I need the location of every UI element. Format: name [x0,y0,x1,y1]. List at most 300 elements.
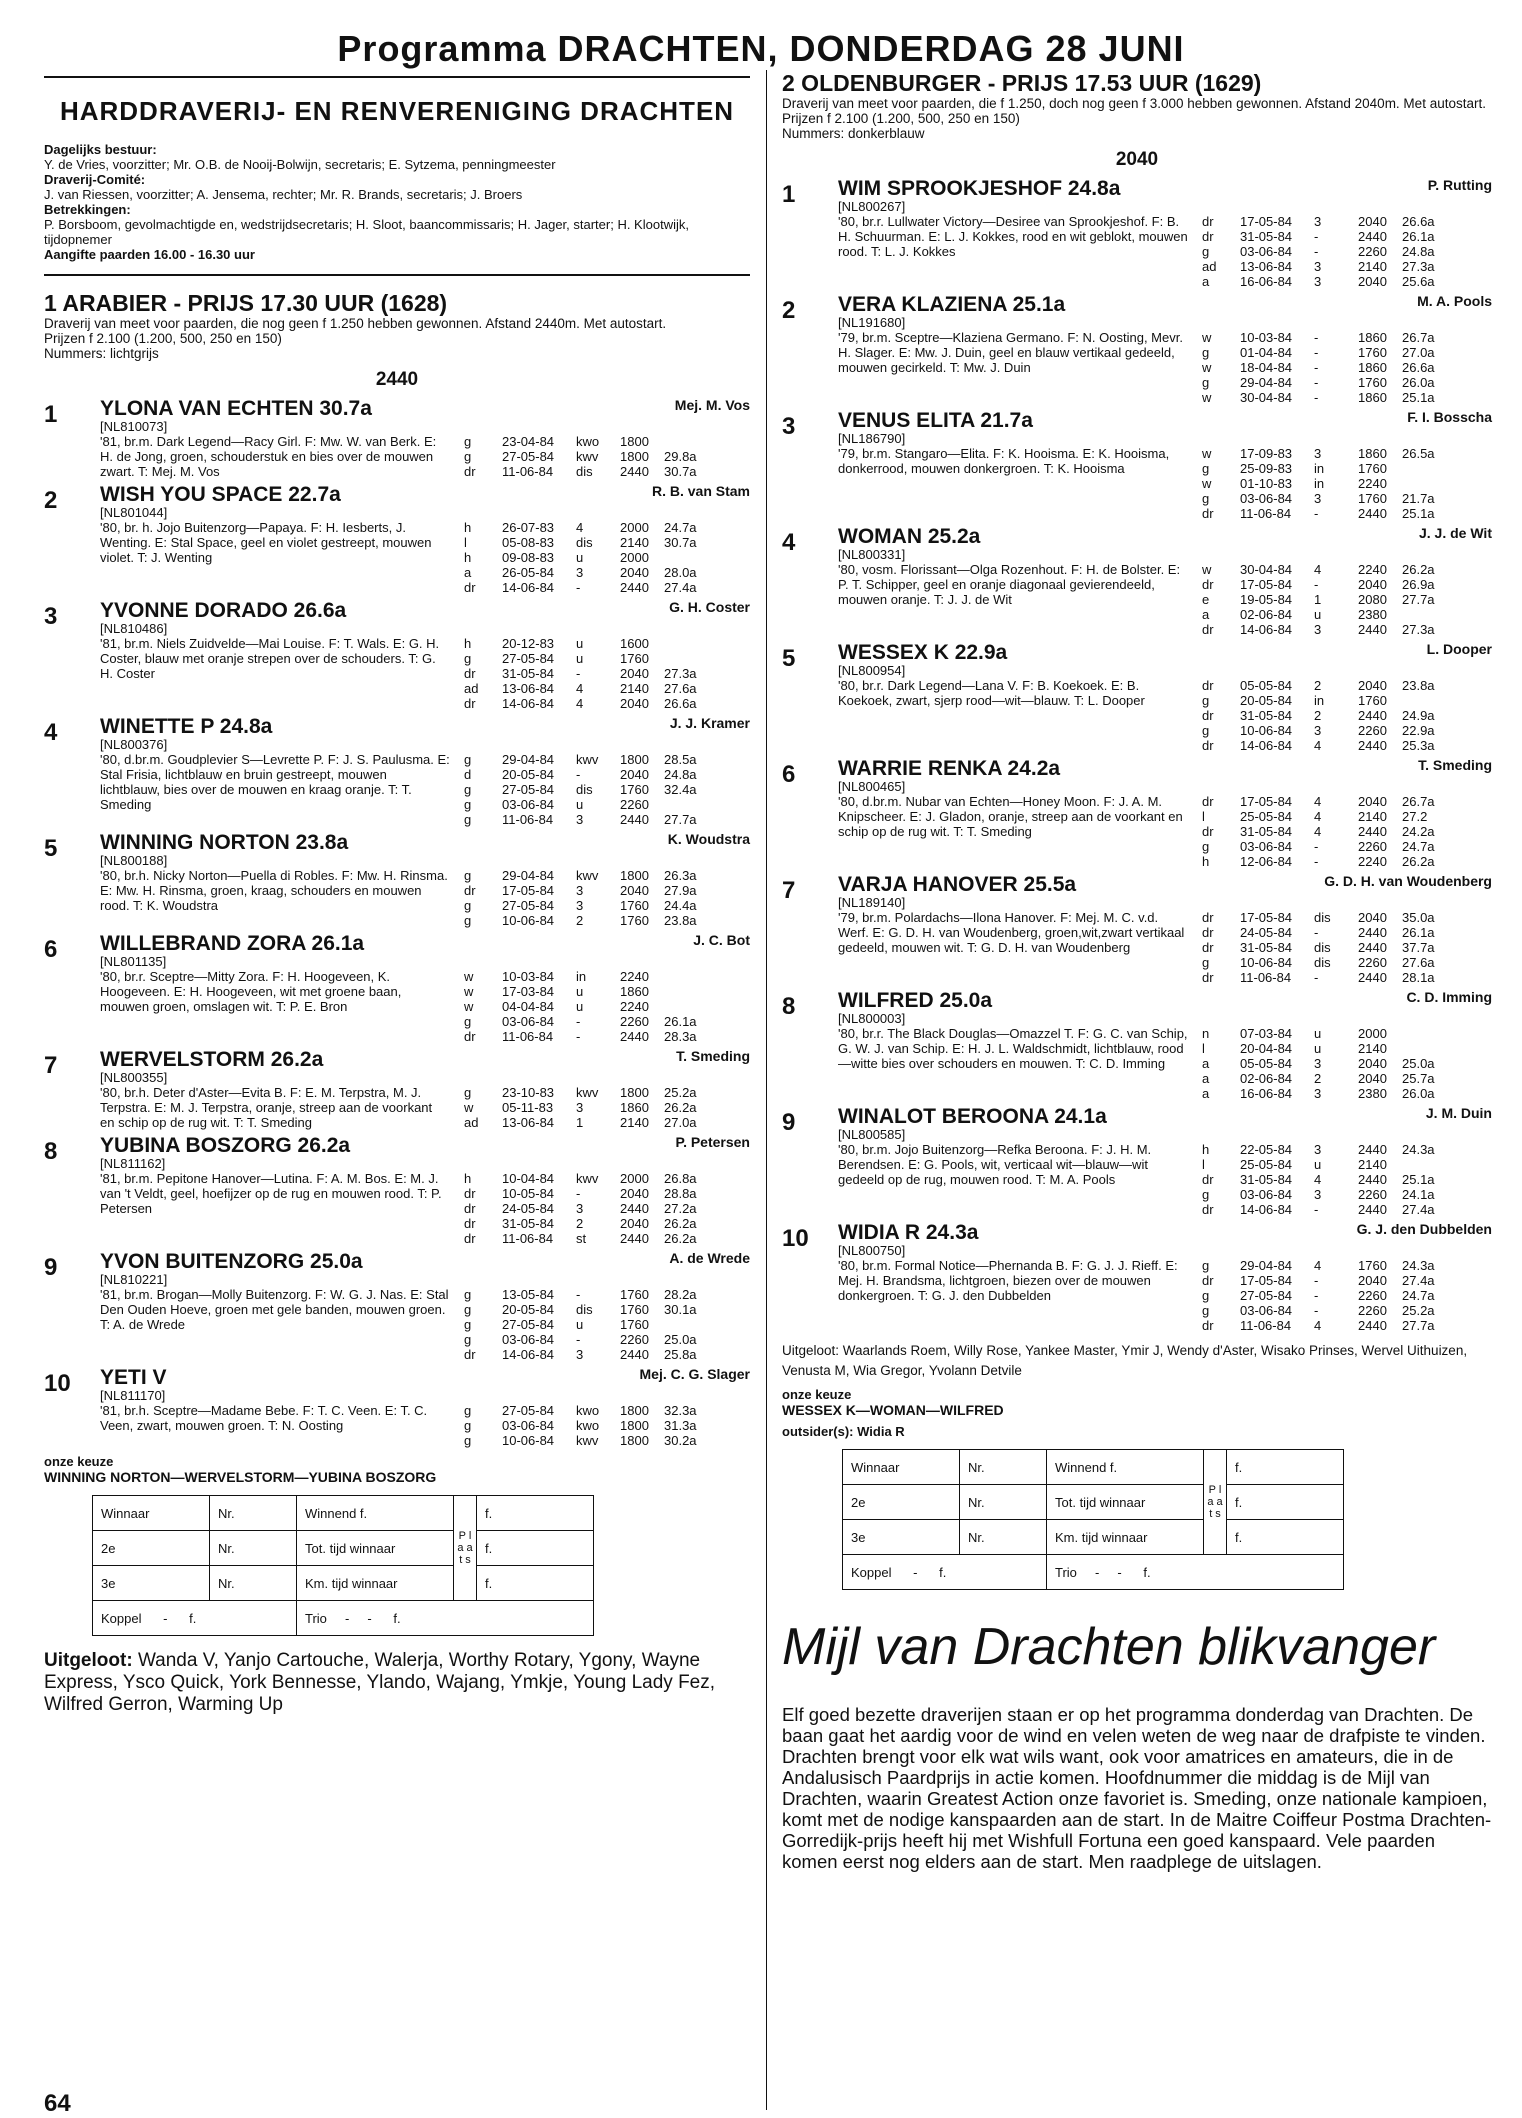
bet-winnaar: Winnaar [93,1496,210,1531]
form-time: 26.6a [1402,214,1435,229]
form-place: 3 [576,565,584,580]
form-track: dr [464,580,476,595]
horse-driver: P. Rutting [1427,177,1492,193]
horse-number: 1 [782,181,796,208]
form-track: dr [1202,1318,1214,1333]
form-row [1202,622,1446,637]
bet-f: f. [477,1496,594,1531]
form-distance: 2440 [1358,1172,1387,1187]
horse-body [100,397,750,479]
form-distance: 1760 [1358,345,1387,360]
horse-number: 4 [44,719,58,746]
form-date: 03-06-84 [1240,491,1293,506]
form-place: 4 [576,681,584,696]
form-time: 28.0a [664,565,697,580]
form-distance: 2440 [1358,1202,1387,1217]
form-date: 29-04-84 [1240,375,1293,390]
form-place: - [1314,854,1319,869]
form-track: l [1202,1157,1205,1172]
horse-id: [NL191680] [838,315,906,330]
form-row [464,969,708,984]
form-row [464,1418,708,1433]
form-track: dr [464,1216,476,1231]
form-track: g [464,898,472,913]
race1-keuze-label: onze keuze [44,1454,114,1469]
form-time: 24.1a [1402,1187,1435,1202]
form-track: d [464,767,472,782]
horse-number: 5 [44,835,58,862]
form-place: - [1314,345,1319,360]
form-place: u [1314,607,1322,622]
form-time: 25.3a [1402,738,1435,753]
horse-driver: Mej. M. Vos [674,397,750,413]
form-date: 29-04-84 [502,752,555,767]
form-date: 24-05-84 [502,1201,555,1216]
form-date: 12-06-84 [1240,854,1293,869]
horse-entry [782,989,1492,1101]
horse-body [100,1048,750,1130]
horse-form [464,969,708,1044]
form-place: - [1314,1288,1319,1303]
form-date: 14-06-84 [1240,738,1293,753]
horse-description: '80, br.r. Lullwater Victory—Desiree van Sprookjeshof. F: B. H. Schuurman. E: L. J. Kokkes, rood en wit geblokt, mouwen rood. T: L. J. Kokkes [838,214,1188,259]
form-date: 19-05-84 [1240,592,1293,607]
form-place: - [1314,839,1319,854]
horse-driver: L. Dooper [1426,641,1492,657]
form-time: 37.7a [1402,940,1435,955]
form-place: - [576,767,581,782]
form-track: g [464,1433,472,1448]
form-track: dr [464,1201,476,1216]
form-place: - [576,1186,581,1201]
form-time: 27.9a [664,883,697,898]
form-time: 26.6a [664,696,697,711]
form-place: 3 [1314,1056,1322,1071]
form-time: 28.5a [664,752,697,767]
form-date: 16-06-84 [1240,274,1293,289]
horse-details [838,562,1492,637]
form-distance: 1760 [620,1302,649,1317]
form-row [464,1115,708,1130]
form-place: 3 [1314,259,1322,274]
form-place: - [1314,506,1319,521]
form-place: - [1314,390,1319,405]
form-time: 27.3a [1402,259,1435,274]
column-divider [766,70,767,2110]
form-distance: 1800 [620,1433,649,1448]
horse-name: YVON BUITENZORG 25.0a [100,1250,363,1273]
form-time: 26.2a [1402,854,1435,869]
horse-body [100,715,750,827]
form-time [664,550,708,565]
form-date: 31-05-84 [1240,1172,1293,1187]
form-place: - [1314,1303,1319,1318]
form-time [1402,1157,1446,1172]
form-track: w [1202,562,1212,577]
form-track: w [1202,330,1212,345]
horse-number: 7 [44,1052,58,1079]
horse-driver: C. D. Imming [1406,989,1492,1005]
form-row [1202,1288,1446,1303]
form-place: 2 [1314,1071,1322,1086]
form-place: 3 [1314,1187,1322,1202]
form-date: 30-04-84 [1240,562,1293,577]
bet-nr: Nr. [960,1485,1047,1520]
bet-koppel: Koppel [101,1610,142,1626]
form-row [1202,693,1446,708]
form-row [464,681,708,696]
form-date: 17-05-84 [502,883,555,898]
horse-details [100,1287,750,1362]
horse-description: '80, br.h. Deter d'Aster—Evita B. F: E. M. Terpstra, M. J. Terpstra. E: M. J. Terpstra, oranje, streep aan de voorkant en schip op de rug wit. T: T. Smeding [100,1085,433,1130]
form-date: 03-06-84 [502,797,555,812]
horse-number: 10 [44,1370,71,1397]
form-row [1202,854,1446,869]
horse-number: 2 [782,297,796,324]
form-place: st [576,1231,587,1246]
horse-details [838,1026,1492,1101]
form-distance: 1800 [620,434,649,449]
form-track: dr [1202,910,1214,925]
form-track: w [1202,476,1212,491]
form-row [464,1332,708,1347]
form-distance: 1600 [620,636,649,651]
article-body: Elf goed bezette draverijen staan er op het programma donderdag van Drachten. De baan gaat het aardig voor de wind en velen weten de weg naar de drafpiste te vinden. Drachten brengt voor elk wat wils want, ook voor amatrices en amateurs, die in de Andalusisch Paardprijs in actie komen. Hoofdnummer die middag is de Mijl van Drachten, waarin Greatest Action onze favoriet is. Smeding, onze nationale kampioen, komt met de nodige kanspaarden aan de start. In de Maitre Coiffeur Postma Drachten-Gorredijk-prijs heeft hij met Wishfull Fortuna een goed kanspaard. Vele paarden komen eerst nog elders aan de start. Men raadplege de uitslagen. [782,1704,1492,1872]
bet-f: f. [189,1610,197,1626]
form-time: 32.3a [664,1403,697,1418]
form-time: 30.1a [664,1302,697,1317]
form-track: dr [1202,1273,1214,1288]
form-row [1202,839,1446,854]
form-distance: 2440 [1358,940,1387,955]
form-place: 4 [1314,1172,1322,1187]
horse-details [100,434,750,479]
horse-description: '80, br.m. Formal Notice—Phernanda B. F: G. J. J. Rieff. E: Mej. H. Brandsma, lichtgroen, biezen over de mouwen donkergroen. T: G. J. den Dubbelden [838,1258,1178,1303]
form-row [1202,1041,1446,1056]
form-place: 3 [1314,1086,1322,1101]
form-date: 14-06-84 [502,580,555,595]
form-place: 3 [576,812,584,827]
horse-id: [NL810073] [100,419,168,434]
form-date: 27-05-84 [1240,1288,1293,1303]
form-distance: 2440 [1358,925,1387,940]
race2-colors: Nummers: donkerblauw [782,126,925,141]
form-row [464,984,708,999]
horse-details [100,520,750,595]
bet-dash: - [1117,1564,1122,1580]
horse-entry [44,599,750,711]
form-row [464,883,708,898]
form-track: dr [1202,970,1214,985]
form-track: dr [464,1231,476,1246]
form-row [1202,390,1446,405]
horse-entry [782,873,1492,985]
form-row [1202,925,1446,940]
horse-details [100,868,750,928]
form-row [1202,476,1446,491]
form-row [464,898,708,913]
form-date: 18-04-84 [1240,360,1293,375]
horse-driver: J. J. de Wit [1418,525,1492,541]
form-distance: 2260 [1358,839,1387,854]
form-row [1202,1258,1446,1273]
form-row [1202,562,1446,577]
form-date: 13-06-84 [502,681,555,696]
horse-number: 6 [44,936,58,963]
horse-description: '79, br.m. Sceptre—Klaziena Germano. F: N. Oosting, Mevr. H. Slager. E: Mw. J. Duin, geel en blauw vertikaal gedeeld, mouwen gecirkeld. T: Mw. J. Duin [838,330,1183,375]
form-place: dis [576,535,593,550]
form-time: 30.7a [664,464,697,479]
horse-name: WERVELSTORM 26.2a [100,1048,324,1071]
form-row [464,1403,708,1418]
horse-name: WINNING NORTON 23.8a [100,831,349,854]
form-date: 02-06-84 [1240,1071,1293,1086]
form-distance: 2140 [1358,259,1387,274]
form-place: in [1314,476,1325,491]
form-date: 23-04-84 [502,434,555,449]
horse-description: '81, br.h. Sceptre—Madame Bebe. F: T. C. Veen. E: T. C. Veen, zwart, mouwen groen. T: N. Oosting [100,1403,428,1433]
horse-driver: G. D. H. van Woudenberg [1324,873,1492,889]
form-date: 05-08-83 [502,535,555,550]
form-time: 24.7a [1402,839,1435,854]
bet-f: f. [1227,1520,1344,1555]
article-title: Mijl van Drachten blikvanger [782,1618,1436,1676]
horse-form [1202,678,1446,753]
form-row [464,1347,708,1362]
form-place: in [1314,693,1325,708]
form-date: 14-06-84 [1240,1202,1293,1217]
horse-name: YLONA VAN ECHTEN 30.7a [100,397,372,420]
form-place: dis [576,782,593,797]
form-date: 20-05-84 [502,1302,555,1317]
horse-body [100,483,750,595]
form-distance: 2440 [620,464,649,479]
bet-dash: - [344,1610,350,1626]
form-date: 05-11-83 [502,1100,554,1115]
bet-winnaar: Winnaar [843,1450,960,1485]
bet-dash: - [367,1610,372,1626]
form-time: 27.3a [664,666,697,681]
form-track: g [464,868,472,883]
form-place: u [576,797,584,812]
horse-description: '80, br. h. Jojo Buitenzorg—Papaya. F: H. Iesberts, J. Wenting. E: Stal Space, geel en violet gestreept, mouwen violet. T: J. Wenting [100,520,432,565]
horse-id: [NL800331] [838,547,906,562]
horse-form [1202,1142,1446,1217]
form-row [1202,330,1446,345]
form-place: 3 [1314,214,1322,229]
form-place: - [1314,375,1319,390]
form-date: 04-04-84 [502,999,555,1014]
form-place: 3 [1314,446,1322,461]
horse-details [100,636,750,711]
form-track: dr [1202,940,1214,955]
form-place: kwv [576,868,599,883]
form-place: kwv [576,1171,599,1186]
horse-name: WIM SPROOKJESHOF 24.8a [838,177,1121,200]
form-date: 20-05-84 [1240,693,1293,708]
form-place: 3 [1314,491,1322,506]
bet-tot-tijd: Tot. tijd winnaar [297,1531,454,1566]
form-track: g [1202,693,1210,708]
horse-name: VARJA HANOVER 25.5a [838,873,1077,896]
race1-distance: 2440 [375,369,419,390]
form-place: 3 [576,1201,584,1216]
form-track: g [464,1317,472,1332]
form-date: 03-06-84 [1240,1187,1293,1202]
form-row [464,782,708,797]
bet-dash: - [1094,1564,1100,1580]
form-time: 24.3a [1402,1258,1435,1273]
form-track: g [1202,1187,1210,1202]
horse-driver: K. Woudstra [667,831,750,847]
form-track: w [1202,360,1212,375]
form-row [1202,1202,1446,1217]
form-place: - [576,580,581,595]
horse-driver: T. Smeding [1418,757,1492,773]
horse-description: '80, br.r. Dark Legend—Lana V. F: B. Koekoek. E: B. Koekoek, zwart, sjerp rood—wit—blauw. T: L. Dooper [838,678,1145,708]
horse-description: '79, br.m. Stangaro—Elita. F: K. Hooisma. E: K. Hooisma, donkerrood, mouwen donkergroen. T: K. Hooisma [838,446,1170,476]
horse-description: '79, br.m. Polardachs—Ilona Hanover. F: Mej. M. C. v.d. Werf. E: G. D. H. van Woudenberg, groen,wit,zwart vertikaal gedeeld, mouwen wit. T: G. D. H. van Woudenberg [838,910,1185,955]
form-distance: 1860 [1358,360,1387,375]
form-track: a [1202,1056,1210,1071]
form-track: dr [464,883,476,898]
form-date: 14-06-84 [1240,622,1293,637]
form-row [464,636,708,651]
form-row [1202,910,1446,925]
form-distance: 2440 [1358,229,1387,244]
horse-id: [NL800585] [838,1127,906,1142]
form-time: 25.1a [1402,506,1435,521]
form-distance: 2240 [620,969,649,984]
form-place: - [576,666,581,681]
form-row [464,812,708,827]
form-row [464,580,708,595]
form-distance: 2260 [1358,955,1387,970]
form-date: 20-04-84 [1240,1041,1293,1056]
form-track: h [1202,1142,1210,1157]
form-distance: 1760 [1358,693,1387,708]
form-time: 27.4a [1402,1202,1435,1217]
form-date: 13-05-84 [502,1287,555,1302]
form-distance: 1860 [620,1100,649,1115]
form-date: 11-06-84 [502,812,554,827]
bet-koppel-cell [843,1555,1047,1590]
form-time: 26.0a [1402,375,1435,390]
form-time: 26.2a [1402,562,1435,577]
form-date: 03-06-84 [1240,1303,1293,1318]
form-track: g [1202,244,1210,259]
form-time: 27.2a [664,1201,697,1216]
form-date: 11-06-84 [502,1029,554,1044]
form-distance: 2440 [1358,738,1387,753]
form-track: a [1202,274,1210,289]
form-time: 32.4a [664,782,697,797]
horse-details [838,1142,1492,1217]
horse-entry [44,397,750,479]
form-distance: 2440 [1358,506,1387,521]
form-place: 3 [1314,622,1322,637]
form-distance: 2380 [1358,1086,1387,1101]
form-place: - [576,1332,581,1347]
form-distance: 2260 [620,797,649,812]
form-track: g [464,913,472,928]
form-row [1202,1142,1446,1157]
form-track: dr [1202,708,1214,723]
form-track: dr [1202,1202,1214,1217]
comite-label: Draverij-Comité: [44,172,146,187]
form-time: 26.5a [1402,446,1435,461]
form-distance: 2040 [620,696,649,711]
horse-entry [44,483,750,595]
form-time: 25.2a [664,1085,697,1100]
form-track: dr [464,1186,476,1201]
form-date: 11-06-84 [1240,1318,1292,1333]
form-place: 2 [1314,708,1322,723]
form-distance: 1860 [1358,390,1387,405]
horse-driver: G. J. den Dubbelden [1356,1221,1492,1237]
form-date: 10-03-84 [502,969,555,984]
horse-id: [NL800465] [838,779,906,794]
form-date: 27-05-84 [502,449,555,464]
form-row [1202,446,1446,461]
form-time: 27.3a [1402,622,1435,637]
form-distance: 2240 [1358,854,1387,869]
form-time: 27.6a [664,681,697,696]
form-place: dis [1314,940,1331,955]
form-place: - [1314,577,1319,592]
form-place: 3 [576,1347,584,1362]
form-distance: 2440 [620,1231,649,1246]
horse-body [100,599,750,711]
form-distance: 2440 [620,580,649,595]
form-track: g [1202,345,1210,360]
form-track: g [464,1287,472,1302]
form-row [1202,738,1446,753]
form-track: g [464,651,472,666]
form-row [1202,274,1446,289]
form-track: h [464,636,472,651]
race2-uitgeloot: Uitgeloot: Waarlands Roem, Willy Rose, Yankee Master, Ymir J, Wendy d'Aster, Wisako Prinses, Wervel Uithuizen, Venusta M, Wia Gregor, Yvolann Detvile [782,1343,1468,1378]
form-time: 27.4a [1402,1273,1435,1288]
form-time [664,1317,708,1332]
form-track: a [1202,607,1210,622]
form-distance: 1800 [620,868,649,883]
form-place: 4 [1314,824,1322,839]
form-row [464,752,708,767]
form-distance: 1800 [620,1403,649,1418]
form-time [1402,693,1446,708]
horse-driver: G. H. Coster [669,599,750,615]
form-distance: 2000 [620,550,649,565]
form-time: 26.2a [664,1100,697,1115]
form-track: dr [1202,678,1214,693]
horse-entry [782,1105,1492,1217]
horse-number: 3 [782,413,796,440]
bet-2e: 2e [843,1485,960,1520]
form-distance: 2260 [1358,1187,1387,1202]
bet-f: f. [1227,1485,1344,1520]
form-distance: 2080 [1358,592,1387,607]
form-row [1202,259,1446,274]
form-track: g [1202,1258,1210,1273]
form-date: 17-03-84 [502,984,555,999]
org-name: HARDDRAVERIJ- EN RENVERENIGING DRACHTEN [59,96,735,126]
form-time: 25.8a [664,1347,697,1362]
form-place: 4 [1314,1318,1322,1333]
form-date: 16-06-84 [1240,1086,1293,1101]
horse-body [838,525,1492,637]
form-row [464,651,708,666]
